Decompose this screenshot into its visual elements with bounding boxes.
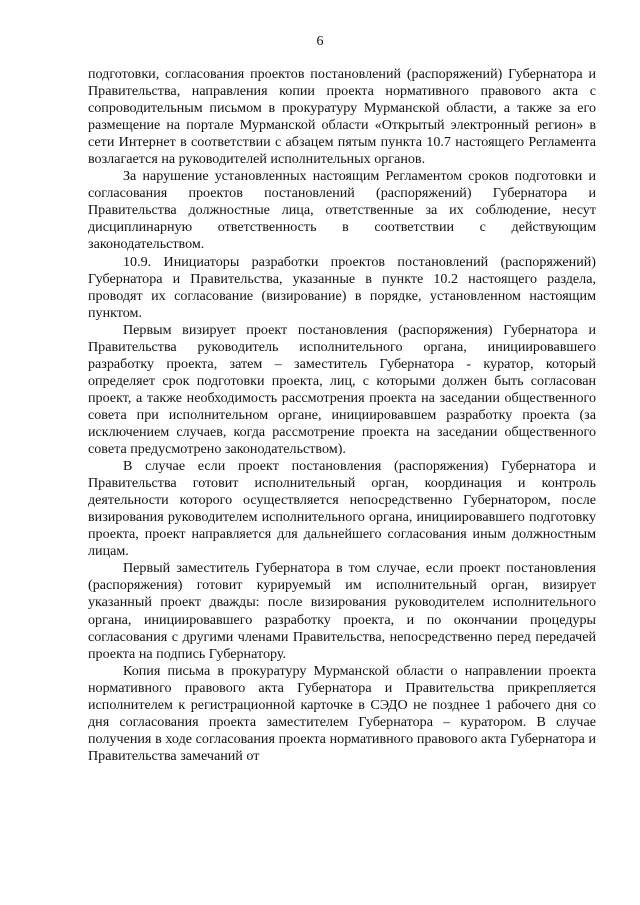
paragraph-first-deputy: Первый заместитель Губернатора в том случае, если проект постановления (распоряжения) готовит курируемый им исполнительный орган, визирует указанный проект дважды: после визирования руководителем исполнительного органа, инициировавшего разработку проекта, и по окончании процедуры согласования с другими членами Правительства, непосредственно перед передачей проекта на подпись Губернатору. <box>88 560 596 662</box>
document-body <box>88 66 596 765</box>
paragraph-clause-10-9: 10.9. Инициаторы разработки проектов постановлений (распоряжений) Губернатора и Правительства, указанные в пункте 10.2 настоящего раздела, проводят их согласование (визирование) в порядке, установленном настоящим пунктом. <box>88 253 596 321</box>
paragraph-governor-coordination: В случае если проект постановления (распоряжения) Губернатора и Правительства готовит исполнительный орган, координация и контроль деятельности которого осуществляется непосредственно Губернатором, после визирования руководителем исполнительного органа, инициировавшего подготовку проекта, проект направляется для дальнейшего согласования иным должностным лицам. <box>88 458 596 560</box>
page-number: 6 <box>316 34 324 49</box>
paragraph-first-visa: Первым визирует проект постановления (распоряжения) Губернатора и Правительства руководитель исполнительного органа, инициировавшего разработку проекта, затем – заместитель Губернатора - куратор, который определяет срок подготовки проекта, лиц, с которыми должен быть согласован проект, а также необходимость рассмотрения проекта на заседании общественного совета при исполнительном органе, инициировавшем разработку проекта (за исключением случаев, когда рассмотрение проекта на заседании общественного совета предусмотрено законодательством). <box>88 321 596 458</box>
paragraph-violation-responsibility: За нарушение установленных настоящим Регламентом сроков подготовки и согласования проектов постановлений (распоряжений) Губернатора и Правительства должностные лица, ответственные за их соблюдение, несут дисциплинарную ответственность в соответствии с действующим законодательством. <box>88 168 596 253</box>
paragraph-continuation: подготовки, согласования проектов постановлений (распоряжений) Губернатора и Правительства, направления копии проекта нормативного правового акта с сопроводительным письмом в прокуратуру Мурманской области, а также за его размещение на портале Мурманской области «Открытый электронный регион» в сети Интернет в соответствии с абзацем пятым пункта 10.7 настоящего Регламента возлагается на руководителей исполнительных органов. <box>88 66 596 168</box>
paragraph-prosecutor-letter: Копия письма в прокуратуру Мурманской области о направлении проекта нормативного правового акта Губернатора и Правительства прикрепляется исполнителем к регистрационной карточке в СЭДО не позднее 1 рабочего дня со дня согласования проекта заместителем Губернатора – куратором. В случае получения в ходе согласования проекта нормативного правового акта Губернатора и Правительства замечаний от <box>88 662 596 764</box>
